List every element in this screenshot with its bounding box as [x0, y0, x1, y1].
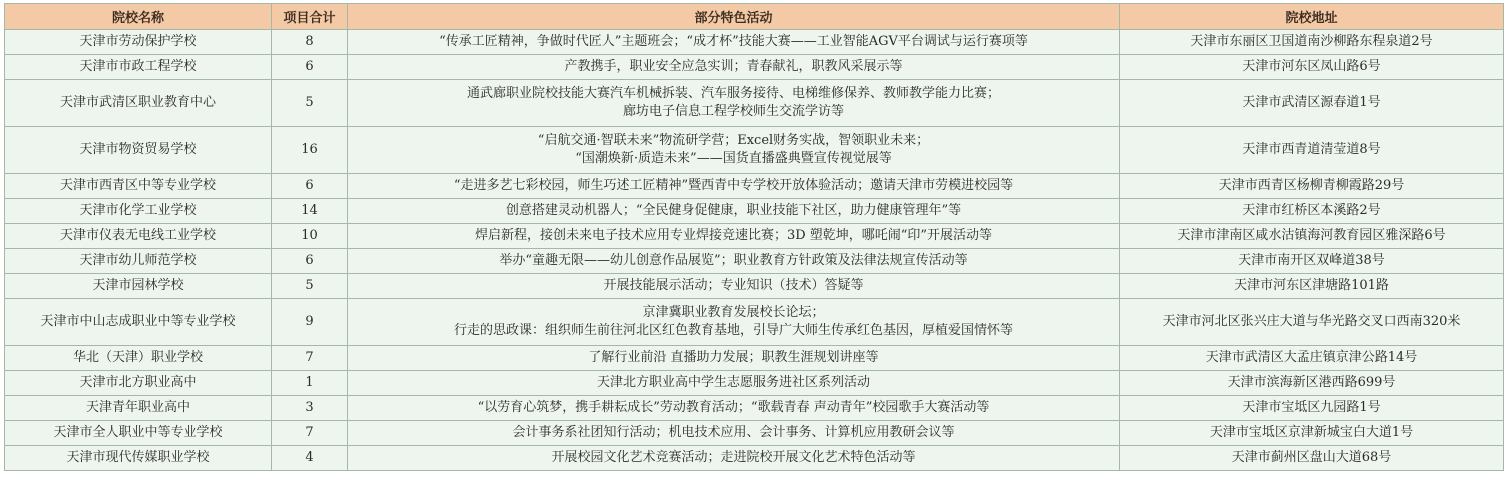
table-row — [5, 446, 1504, 471]
project-count-cell: 5 — [272, 80, 348, 127]
activities-cell — [348, 299, 1120, 346]
activity-line: 了解行业前沿 直播助力发展；职教生涯规划讲座等 — [588, 350, 879, 365]
address-cell: 天津市河北区张兴庄大道与华光路交叉口西南320米 — [1120, 299, 1504, 346]
activity-line: 焊启新程，接创未来电子技术应用专业焊接竞速比赛；3D 塑乾坤，哪吒闹“印”开展活动等 — [474, 228, 993, 243]
activities-cell — [348, 174, 1120, 199]
project-count-cell: 8 — [272, 30, 348, 55]
address-cell: 天津市河东区凤山路6号 — [1120, 55, 1504, 80]
activity-line: “启航交通·智联未来”物流研学营；Excel财务实战，智领职业未来； — [537, 133, 930, 148]
table-row — [5, 174, 1504, 199]
activities-cell — [348, 224, 1120, 249]
address-cell: 天津市宝坻区京津新城宝白大道1号 — [1120, 421, 1504, 446]
activities-cell — [348, 55, 1120, 80]
activity-line: 通武廊职业院校技能大赛汽车机械拆装、汽车服务接待、电梯维修保养、教师教学能力比赛； — [466, 86, 1000, 101]
school-name-cell: 天津市中山志成职业中等专业学校 — [5, 299, 272, 346]
activities-cell — [348, 30, 1120, 55]
activities-cell — [348, 80, 1120, 127]
address-cell: 天津市西青区杨柳青柳霞路29号 — [1120, 174, 1504, 199]
activities-cell — [348, 421, 1120, 446]
project-count-cell: 7 — [272, 346, 348, 371]
table-row — [5, 371, 1504, 396]
project-count-cell: 16 — [272, 127, 348, 174]
project-count-cell: 10 — [272, 224, 348, 249]
school-name-cell: 天津市劳动保护学校 — [5, 30, 272, 55]
table-row — [5, 421, 1504, 446]
table-row — [5, 299, 1504, 346]
activities-cell — [348, 199, 1120, 224]
address-cell: 天津市河东区津塘路101路 — [1120, 274, 1504, 299]
address-cell: 天津市西青道清莹道8号 — [1120, 127, 1504, 174]
activities-cell — [348, 127, 1120, 174]
table-body — [5, 30, 1504, 471]
project-count-cell: 5 — [272, 274, 348, 299]
project-count-cell: 6 — [272, 249, 348, 274]
table-row — [5, 30, 1504, 55]
address-cell: 天津市蓟州区盘山大道68号 — [1120, 446, 1504, 471]
activities-cell — [348, 396, 1120, 421]
table-row — [5, 199, 1504, 224]
activity-line: 创意搭建灵动机器人；“全民健身促健康，职业技能下社区，助力健康管理年”等 — [505, 203, 962, 218]
address-cell: 天津市武清区大孟庄镇京津公路14号 — [1120, 346, 1504, 371]
school-name-cell: 天津市化学工业学校 — [5, 199, 272, 224]
project-count-cell: 6 — [272, 55, 348, 80]
school-name-cell: 天津市物资贸易学校 — [5, 127, 272, 174]
project-count-cell: 1 — [272, 371, 348, 396]
header-activities: 部分特色活动 — [348, 4, 1120, 30]
school-name-cell: 天津市仪表无电线工业学校 — [5, 224, 272, 249]
address-cell: 天津市红桥区本溪路2号 — [1120, 199, 1504, 224]
project-count-cell: 7 — [272, 421, 348, 446]
school-name-cell: 天津市现代传媒职业学校 — [5, 446, 272, 471]
activities-cell — [348, 274, 1120, 299]
header-row — [5, 4, 1504, 30]
activity-line: 行走的思政课：组织师生前往河北区红色教育基地，引导广大师生传承红色基因，厚植爱国情怀等 — [453, 323, 1013, 338]
activity-line: 开展技能展示活动；专业知识（技术）答疑等 — [603, 278, 864, 293]
address-cell: 天津市武清区源春道1号 — [1120, 80, 1504, 127]
address-cell: 天津市滨海新区港西路699号 — [1120, 371, 1504, 396]
table-row — [5, 80, 1504, 127]
school-name-cell: 华北（天津）职业学校 — [5, 346, 272, 371]
header-address: 院校地址 — [1120, 4, 1504, 30]
activities-cell — [348, 371, 1120, 396]
header-project-count: 项目合计 — [272, 4, 348, 30]
activity-line: 京津冀职业教育发展校长论坛； — [642, 305, 825, 320]
table-row — [5, 55, 1504, 80]
project-count-cell: 6 — [272, 174, 348, 199]
table-row — [5, 274, 1504, 299]
project-count-cell: 4 — [272, 446, 348, 471]
activity-line: 廊坊电子信息工程学校师生交流学访等 — [622, 104, 844, 119]
project-count-cell: 9 — [272, 299, 348, 346]
activity-line: 天津北方职业高中学生志愿服务进社区系列活动 — [596, 375, 870, 390]
school-name-cell: 天津市全人职业中等专业学校 — [5, 421, 272, 446]
address-cell: 天津市东丽区卫国道南沙柳路东程泉道2号 — [1120, 30, 1504, 55]
activity-line: 产教携手，职业安全应急实训；青春献礼，职教风采展示等 — [564, 59, 903, 74]
schools-table — [4, 3, 1504, 471]
table-row — [5, 249, 1504, 274]
table-row — [5, 396, 1504, 421]
activity-line: 举办“童趣无限——幼儿创意作品展览”；职业教育方针政策及法律法规宣传活动等 — [499, 253, 968, 268]
address-cell: 天津市南开区双峰道38号 — [1120, 249, 1504, 274]
school-name-cell: 天津市北方职业高中 — [5, 371, 272, 396]
school-name-cell: 天津市武清区职业教育中心 — [5, 80, 272, 127]
school-name-cell: 天津市园林学校 — [5, 274, 272, 299]
address-cell: 天津市宝坻区九园路1号 — [1120, 396, 1504, 421]
activities-cell — [348, 446, 1120, 471]
table-row — [5, 127, 1504, 174]
activity-line: 开展校园文化艺术竞赛活动；走进院校开展文化艺术特色活动等 — [551, 450, 916, 465]
activity-line: “国潮焕新·质造未来”——国货直播盛典暨宣传视觉展等 — [575, 151, 892, 166]
activities-cell — [348, 249, 1120, 274]
project-count-cell: 14 — [272, 199, 348, 224]
activity-line: “传承工匠精神，争做时代匠人”主题班会；“成才杯”技能大赛——工业智能AGV平台调试与运行赛项等 — [439, 34, 1028, 49]
activity-line: “以劳育心筑梦，携手耕耘成长”劳动教育活动；“歌载青春 声动青年”校园歌手大赛活动等 — [477, 400, 990, 415]
school-name-cell: 天津市西青区中等专业学校 — [5, 174, 272, 199]
header-school-name: 院校名称 — [5, 4, 272, 30]
school-name-cell: 天津青年职业高中 — [5, 396, 272, 421]
school-name-cell: 天津市市政工程学校 — [5, 55, 272, 80]
school-name-cell: 天津市幼儿师范学校 — [5, 249, 272, 274]
address-cell: 天津市津南区咸水沽镇海河教育园区雅深路6号 — [1120, 224, 1504, 249]
activity-line: “走进多艺七彩校园，师生巧述工匠精神”暨西青中专学校开放体验活动；邀请天津市劳模进校园等 — [453, 178, 1014, 193]
activities-cell — [348, 346, 1120, 371]
table-row — [5, 224, 1504, 249]
project-count-cell: 3 — [272, 396, 348, 421]
table-row — [5, 346, 1504, 371]
activity-line: 会计事务系社团知行活动；机电技术应用、会计事务、计算机应用教研会议等 — [512, 425, 955, 440]
